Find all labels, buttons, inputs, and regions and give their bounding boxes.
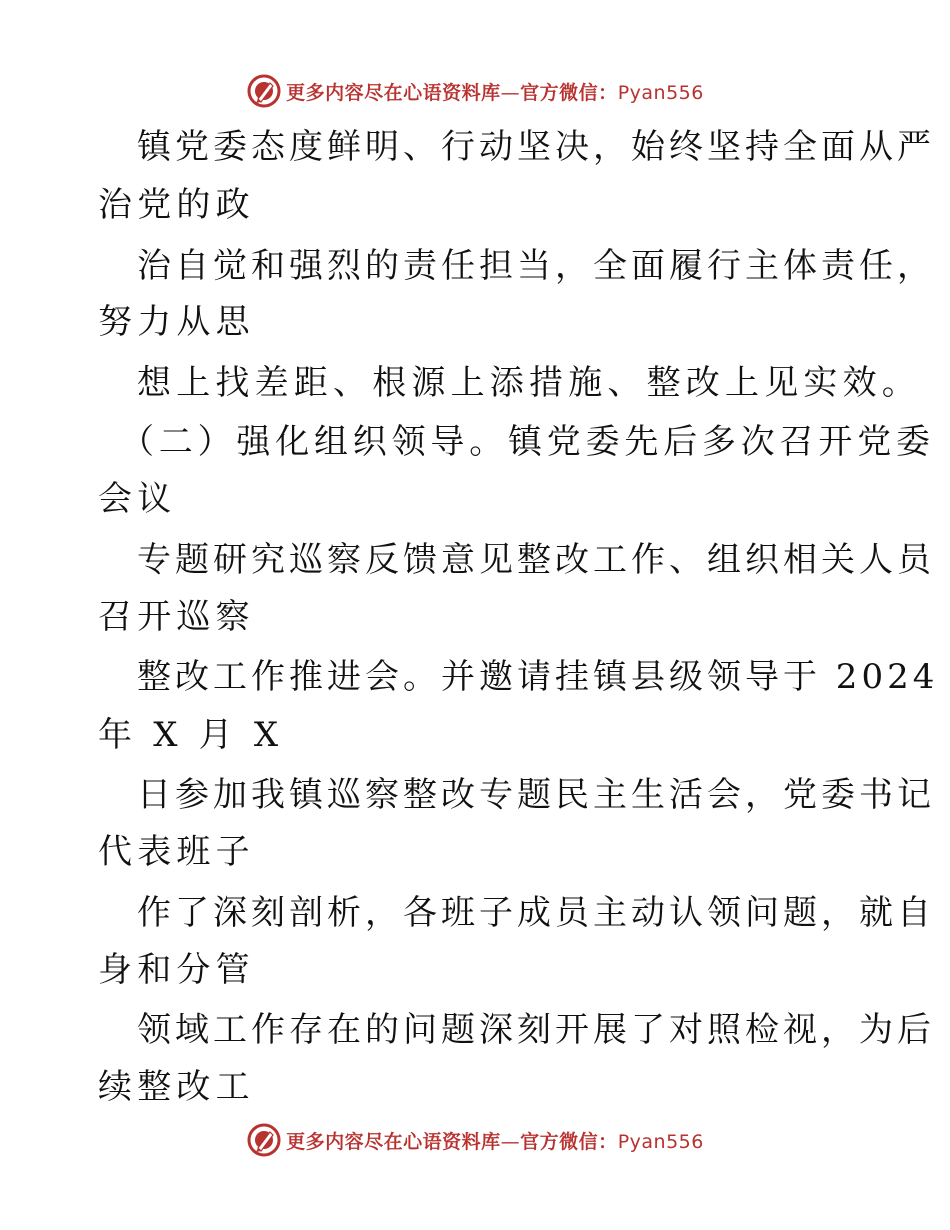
body-line: 整改工作推进会。并邀请挂镇县级领导于 2024 — [137, 657, 939, 697]
body-line: 努力从思 — [98, 302, 255, 342]
watermark-separator: — — [500, 81, 521, 104]
body-line: 镇党委态度鲜明、行动坚决，始终坚持全面从严 — [137, 127, 935, 167]
pen-nib-logo-icon — [246, 1122, 282, 1158]
body-line: 治自觉和强烈的责任担当，全面履行主体责任， — [137, 246, 935, 286]
watermark-label: 官方微信： — [520, 1130, 618, 1153]
watermark-separator: — — [500, 1130, 521, 1153]
body-line: 作了深刻剖析，各班子成员主动认领问题，就自 — [137, 893, 935, 933]
watermark-account: Pyan556 — [617, 81, 704, 104]
watermark-site-name: 更多内容尽在心语资料库 — [286, 1130, 501, 1153]
body-line: 召开巡察 — [98, 597, 255, 637]
body-line: （二）强化组织领导。镇党委先后多次召开党委 — [120, 422, 935, 462]
pen-nib-logo-icon — [246, 73, 282, 109]
body-line: 日参加我镇巡察整改专题民主生活会，党委书记 — [137, 775, 935, 815]
body-line: 想上找差距、根源上添措施、整改上见实效。 — [137, 363, 921, 403]
body-line: 续整改工 — [98, 1067, 255, 1107]
watermark-site-name: 更多内容尽在心语资料库 — [286, 81, 501, 104]
body-line: 领域工作存在的问题深刻开展了对照检视，为后 — [137, 1010, 935, 1050]
header-watermark — [0, 71, 950, 111]
footer-watermark — [0, 1120, 950, 1160]
body-line: 身和分管 — [98, 950, 255, 990]
watermark-account: Pyan556 — [617, 1130, 704, 1153]
body-line: 治党的政 — [98, 185, 255, 225]
watermark-text — [286, 78, 704, 105]
body-line: 会议 — [98, 479, 177, 519]
watermark-text — [286, 1127, 704, 1154]
body-line: 专题研究巡察反馈意见整改工作、组织相关人员 — [137, 540, 935, 580]
body-line: 代表班子 — [98, 832, 255, 872]
body-line: 年 X 月 X — [98, 715, 284, 755]
watermark-label: 官方微信： — [520, 81, 618, 104]
